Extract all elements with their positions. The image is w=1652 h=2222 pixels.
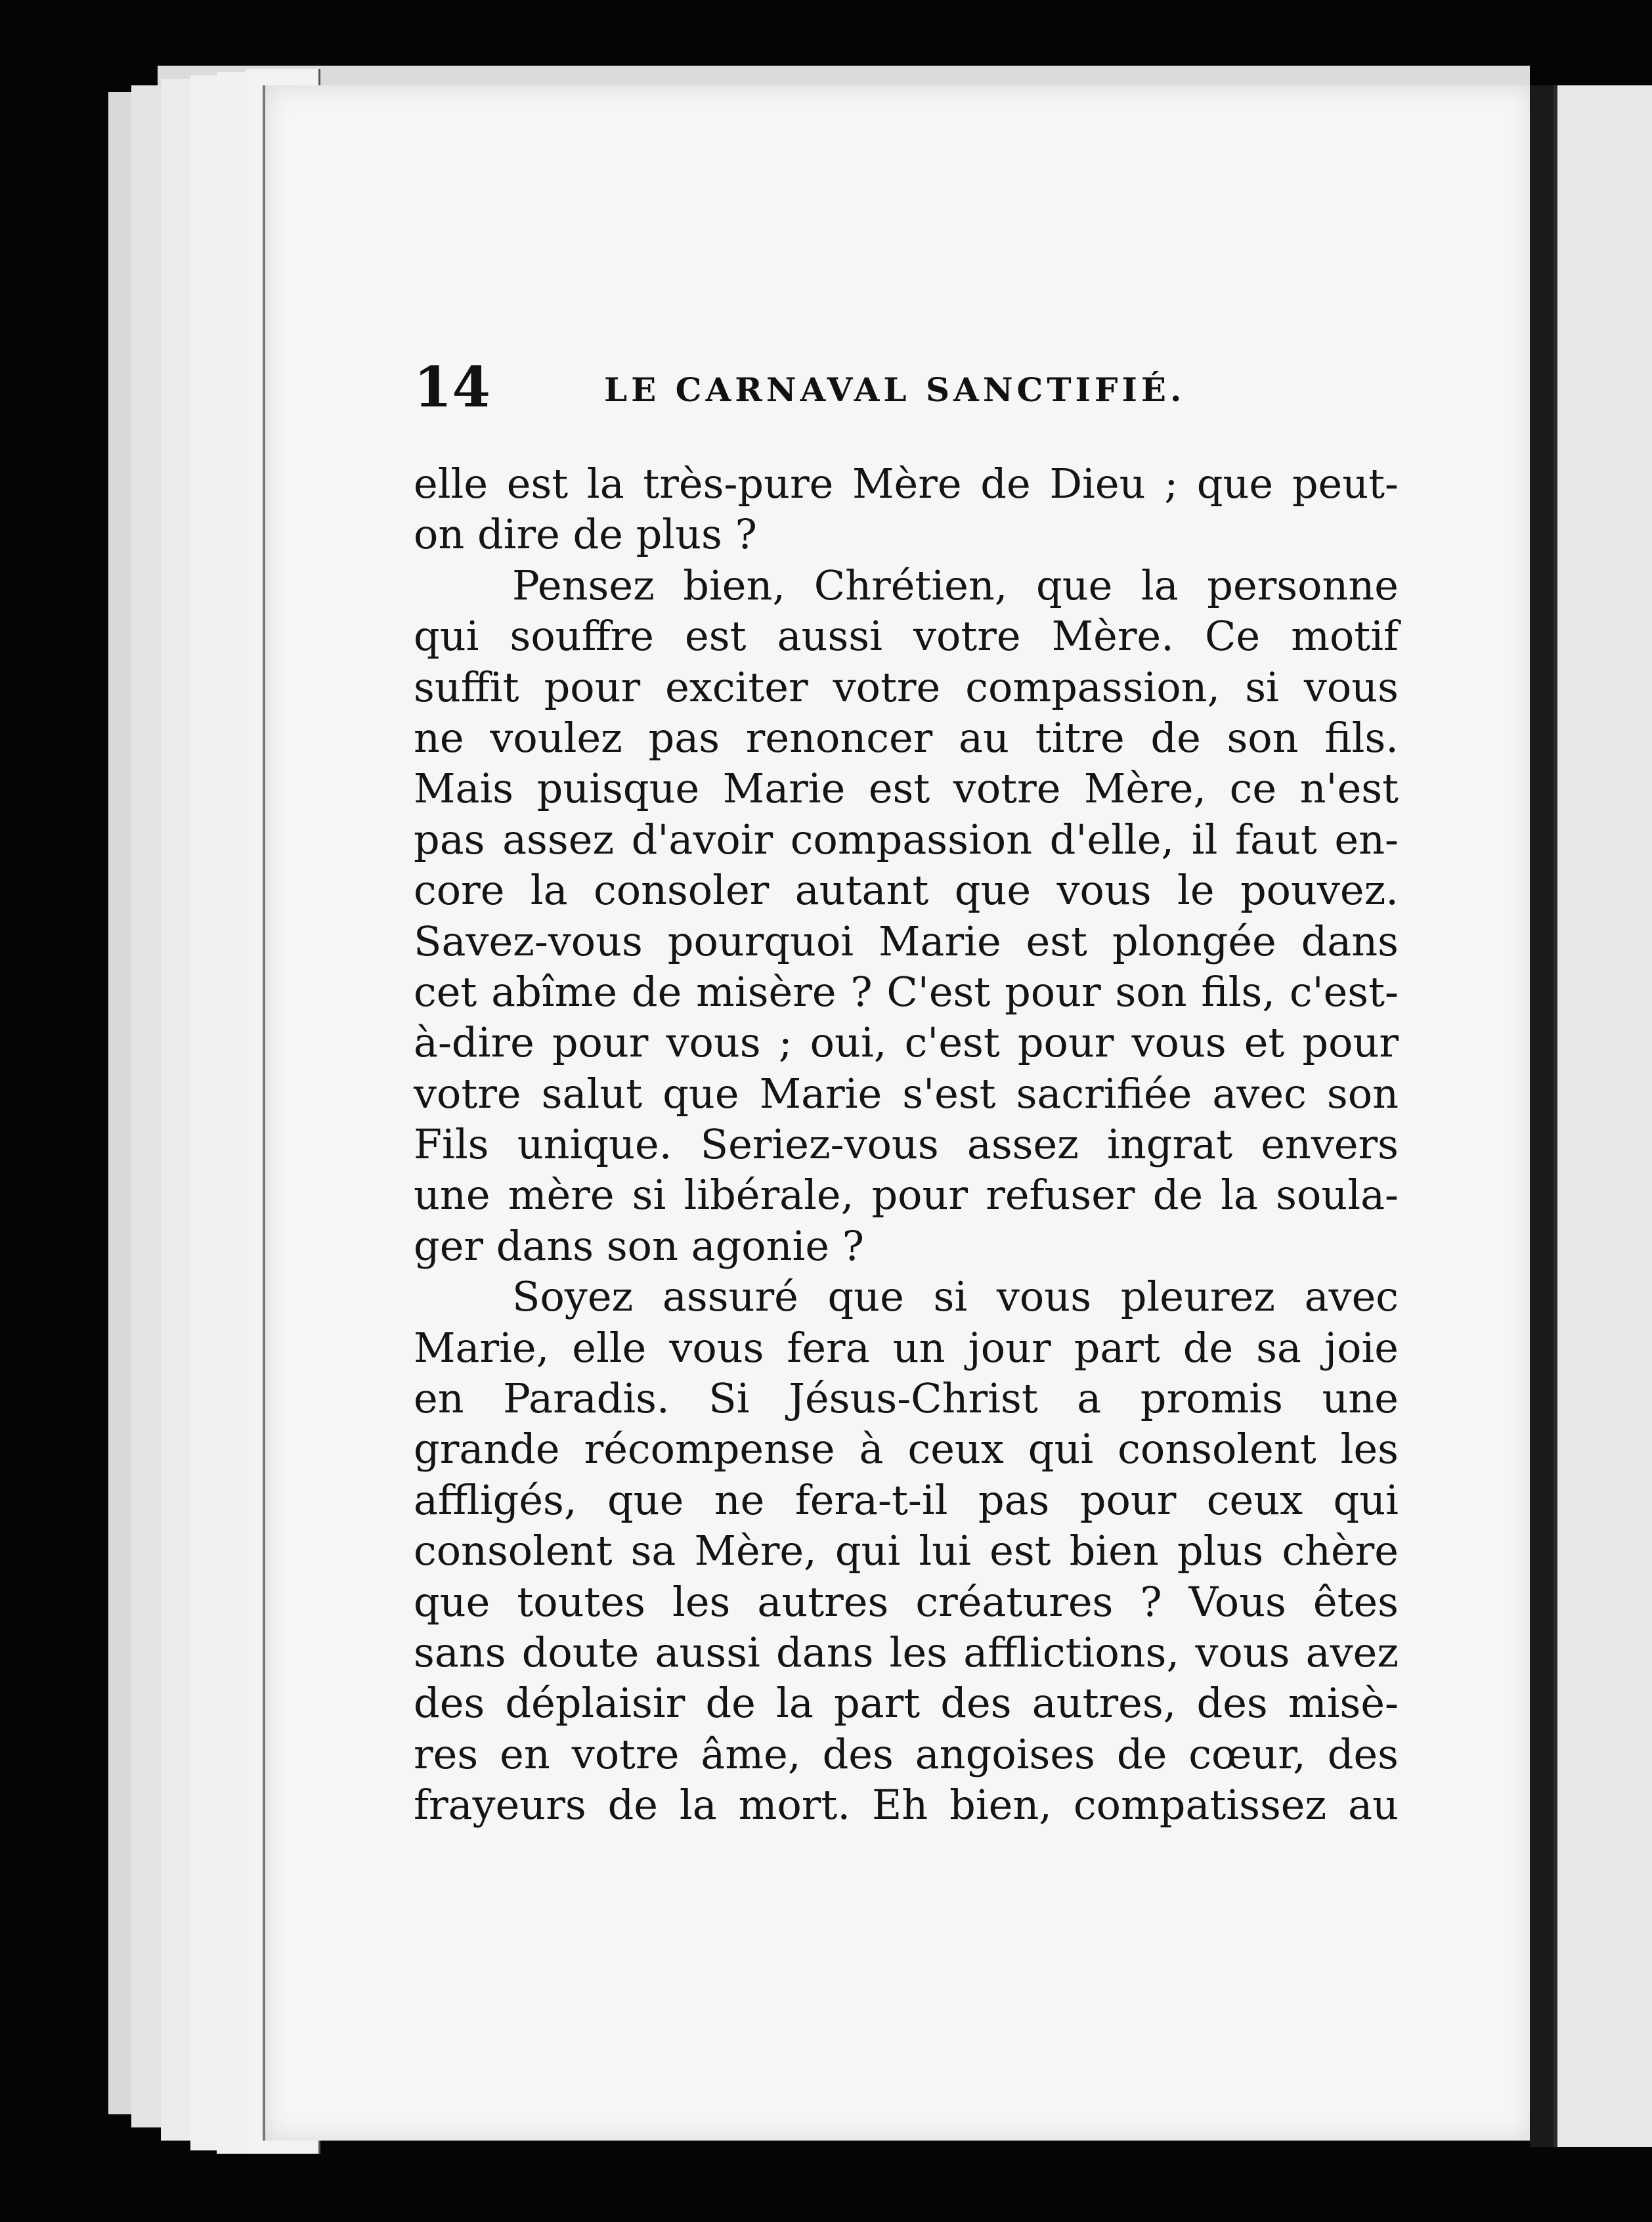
text-line: des déplaisir de la part des autres, des misè- xyxy=(414,1679,1399,1728)
text-line: res en votre âme, des angoises de cœur, des xyxy=(414,1730,1399,1778)
page-number: 14 xyxy=(414,355,490,420)
text-line: ne voulez pas renoncer au titre de son fils. xyxy=(414,713,1399,762)
text-line: on dire de plus ? xyxy=(414,510,757,559)
text-line: consolent sa Mère, qui lui est bien plus chère xyxy=(414,1527,1399,1575)
text-line: Mais puisque Marie est votre Mère, ce n'est xyxy=(414,764,1399,813)
running-title: LE CARNAVAL SANCTIFIÉ. xyxy=(604,370,1186,409)
text-line: Fils unique. Seriez-vous assez ingrat envers xyxy=(414,1120,1399,1169)
text-line: affligés, que ne fera-t-il pas pour ceux qui xyxy=(414,1475,1399,1524)
text-line: grande récompense à ceux qui consolent les xyxy=(414,1425,1399,1473)
text-line: en Paradis. Si Jésus-Christ a promis une xyxy=(414,1374,1399,1423)
text-line: core la consoler autant que vous le pouvez. xyxy=(414,866,1399,915)
running-header xyxy=(414,355,1412,420)
text-line: frayeurs de la mort. Eh bien, compatissez au xyxy=(414,1781,1399,1829)
book-gutter xyxy=(1530,85,1554,2147)
text-line: Savez-vous pourquoi Marie est plongée dans xyxy=(414,917,1399,965)
text-line: sans doute aussi dans les afflictions, vous avez xyxy=(414,1628,1399,1676)
facing-page-edge xyxy=(1554,85,1652,2147)
text-line: suffit pour exciter votre compassion, si vous xyxy=(414,663,1399,711)
text-line: cet abîme de misère ? C'est pour son fils, c'est- xyxy=(414,967,1399,1016)
text-line: Marie, elle vous fera un jour part de sa joie xyxy=(414,1323,1399,1372)
text-line: ger dans son agonie ? xyxy=(414,1221,864,1270)
text-line: votre salut que Marie s'est sacrifiée avec son xyxy=(414,1069,1399,1118)
text-line: Pensez bien, Chrétien, que la personne xyxy=(512,561,1399,609)
text-line: Soyez assuré que si vous pleurez avec xyxy=(512,1273,1399,1321)
text-line: que toutes les autres créatures ? Vous êtes xyxy=(414,1577,1399,1626)
text-line: qui souffre est aussi votre Mère. Ce motif xyxy=(414,612,1399,661)
text-line: pas assez d'avoir compassion d'elle, il faut en- xyxy=(414,815,1399,863)
text-line: elle est la très-pure Mère de Dieu ; que peut- xyxy=(414,460,1399,508)
body-text xyxy=(414,458,1399,1831)
text-line: une mère si libérale, pour refuser de la soula- xyxy=(414,1171,1399,1219)
text-line: à-dire pour vous ; oui, c'est pour vous et pour xyxy=(414,1018,1399,1067)
